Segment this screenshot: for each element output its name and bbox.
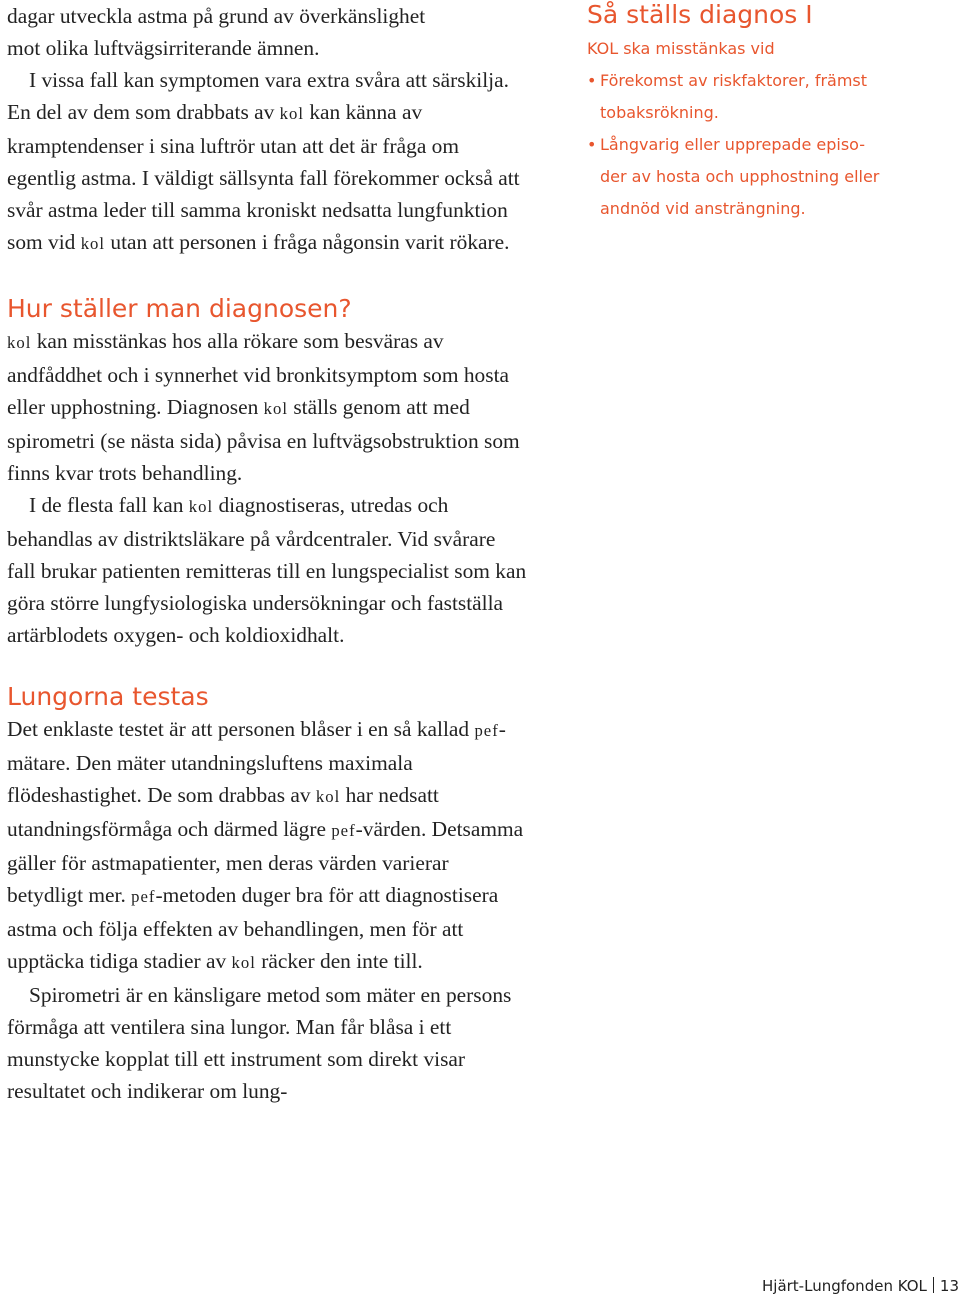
divider	[933, 1277, 934, 1293]
list-line: der av hosta och upphostning eller	[600, 167, 880, 186]
text-run: räcker den inte till.	[255, 949, 423, 973]
abbr-kol: kol	[80, 234, 106, 253]
sidebar-subtitle: KOL ska misstänkas vid	[587, 39, 775, 58]
abbr-pef: pef	[131, 887, 156, 906]
text-run: kan känna av kramptendenser i sina luftrör utan att det är fråga om egentlig astma. I väldigt sällsynta fall förekommer också att svår astma leder till samma kroniskt nedsatta lungfunktion som vid	[7, 100, 520, 254]
list-line: tobaksrökning.	[600, 103, 719, 122]
heading-diagnosis: Hur ställer man diagnosen?	[7, 294, 352, 323]
footer-publisher: Hjärt-Lungfonden	[762, 1277, 893, 1295]
intro-line-1: dagar utveckla astma på grund av överkänslighet	[7, 4, 426, 28]
heading-lung-tests: Lungorna testas	[7, 682, 209, 711]
text-run: har nedsatt utandningsförmåga och därmed lägre	[7, 783, 439, 841]
text-run: Det enklaste testet är att personen blåser i en så kallad	[7, 717, 475, 741]
text-run: utan att personen i fråga någonsin varit rökare.	[105, 230, 510, 254]
sidebar-list	[587, 65, 927, 225]
abbr-pef: pef	[331, 821, 356, 840]
text-run: -mätare. Den mäter utandningsluftens maximala flödeshastighet. De som drabbas av	[7, 717, 506, 807]
abbr-kol: kol	[279, 104, 305, 123]
diagnosis-paragraph-1	[7, 325, 527, 489]
list-line: Långvarig eller upprepade episo-	[600, 135, 866, 154]
abbr-kol: kol	[263, 399, 288, 418]
abbr-kol: kol	[7, 333, 32, 352]
page-footer	[762, 1277, 959, 1295]
abbr-pef: pef	[474, 721, 499, 740]
list-line: Förekomst av riskfaktorer, främst	[600, 71, 868, 90]
text-run: I vissa fall kan symptomen vara extra svåra att särskilja. En del av dem som drabbats av	[7, 68, 509, 124]
text-run: -värden. Detsamma gäller för astmapatienter, men deras värden varierar betydligt mer.	[7, 817, 524, 907]
sidebar-list-item	[587, 65, 927, 129]
footer-topic: KOL	[897, 1277, 927, 1295]
bullet-icon: •	[587, 135, 597, 154]
text-run: I de flesta fall kan	[29, 493, 189, 517]
page-number: 13	[939, 1277, 960, 1295]
intro-line-2: mot olika luftvägsirriterande ämnen.	[7, 36, 320, 60]
abbr-kol: kol	[188, 497, 214, 516]
abbr-kol: kol	[231, 953, 256, 972]
sidebar-list-item	[587, 129, 927, 225]
main-column	[7, 0, 527, 1107]
abbr-kol: kol	[315, 787, 341, 806]
lung-tests-paragraph-2: Spirometri är en känsligare metod som mäter en persons förmåga att ventilera sina lungor. Man får blåsa i ett munstycke kopplat till ett instrument som direkt visar resultatet och indikerar om lung-	[7, 983, 512, 1103]
intro-paragraph	[7, 64, 527, 260]
text-run: -metoden duger bra för att diagnostisera astma och följa effekten av behandlingen, men för att upptäcka tidiga stadier av	[7, 883, 499, 973]
text-run: ställs genom att med spirometri (se nästa sida) påvisa en luftvägsobstruktion som finns kvar trots behandling.	[7, 395, 520, 485]
text-run: diagnostiseras, utredas och behandlas av distriktsläkare på vårdcentraler. Vid svårare fall brukar patienten remitteras till en lungspecialist som kan göra större lungfysiologiska undersökningar och fastställa artärblodets oxygen- och koldioxidhalt.	[7, 493, 527, 647]
sidebar-box	[587, 0, 927, 225]
text-run: kan misstänkas hos alla rökare som besväras av andfåddhet och i synnerhet vid bronkitsymptom som hosta eller upphostning. Diagnosen	[7, 329, 510, 419]
lung-tests-paragraph-1	[7, 713, 527, 979]
list-line: andnöd vid ansträngning.	[600, 199, 806, 218]
diagnosis-paragraph-2	[7, 489, 527, 651]
sidebar-title: Så ställs diagnos I	[587, 0, 813, 29]
bullet-icon: •	[587, 71, 597, 90]
